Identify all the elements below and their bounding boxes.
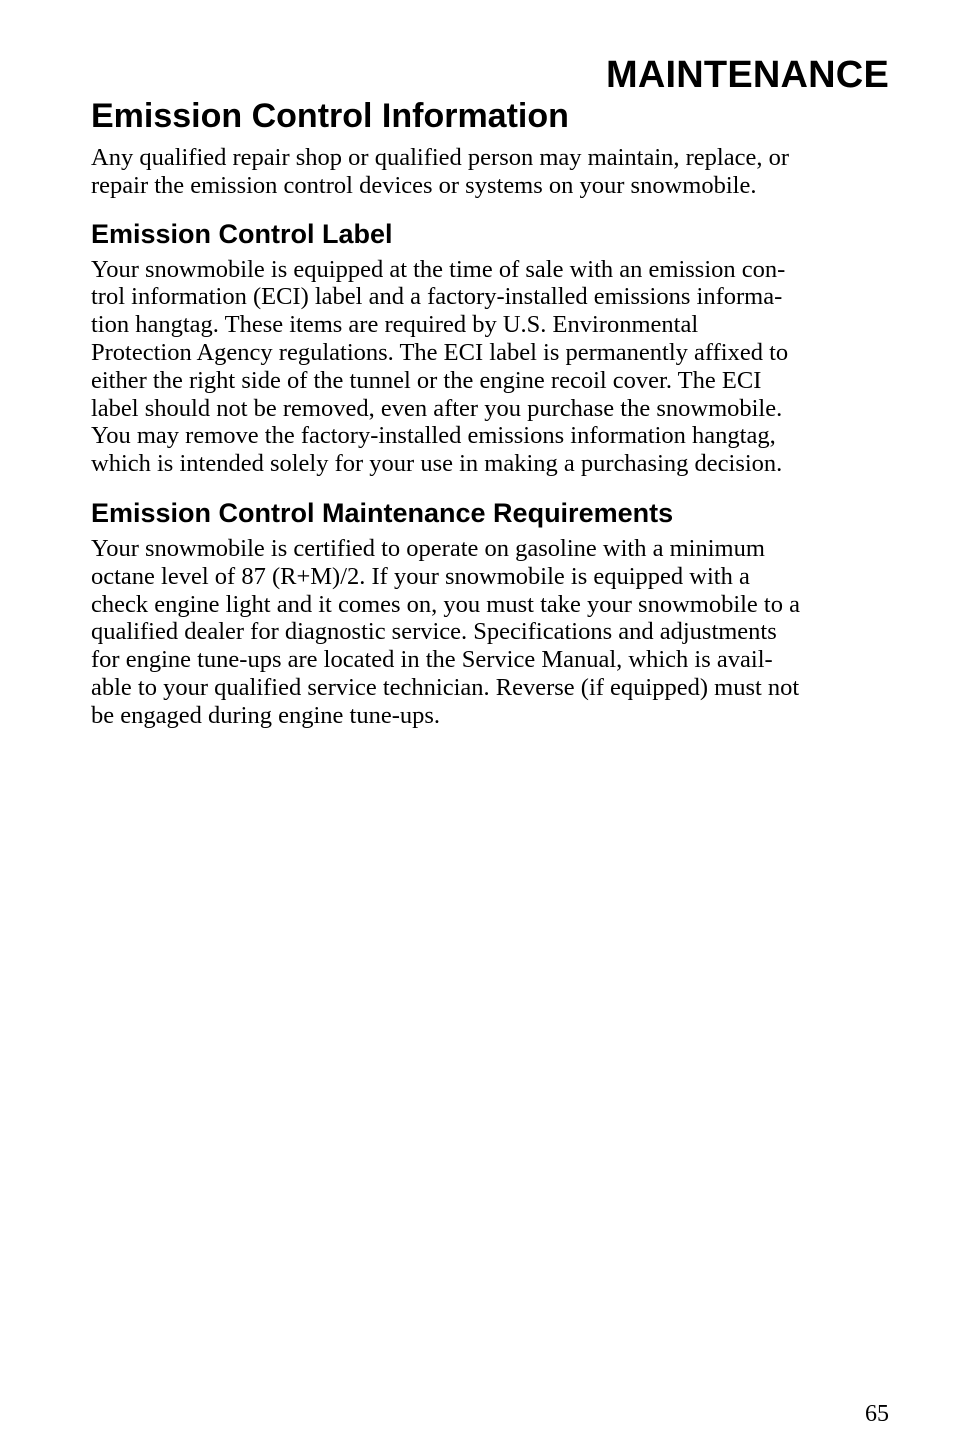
label-paragraph [91, 256, 891, 478]
text-line: able to your qualified service technician. Reverse (if equipped) must not [91, 673, 800, 701]
text-line: Any qualified repair shop or qualified person may maintain, replace, or [91, 144, 790, 171]
page-content [91, 94, 891, 730]
text-line: check engine light and it comes on, you must take your snowmobile to a [91, 590, 800, 618]
text-line: be engaged during engine tune-ups. [91, 701, 441, 729]
text-line: Your snowmobile is certified to operate on gasoline with a minimum [91, 534, 765, 562]
page-number: 65 [865, 1401, 889, 1427]
text-line: Protection Agency regulations. The ECI label is permanently affixed to [91, 338, 789, 366]
section-header: MAINTENANCE [606, 54, 889, 96]
text-line: which is intended solely for your use in making a purchasing decision. [91, 450, 783, 478]
text-line: Your snowmobile is equipped at the time of sale with an emission con- [91, 255, 786, 283]
text-line: qualified dealer for diagnostic service. Specifications and adjustments [91, 618, 777, 646]
text-line: trol information (ECI) label and a factory-installed emissions informa- [91, 283, 783, 311]
intro-paragraph [91, 144, 891, 200]
text-line: label should not be removed, even after you purchase the snowmobile. [91, 394, 783, 422]
page-title: Emission Control Information [91, 97, 569, 135]
text-line: for engine tune-ups are located in the Service Manual, which is avail- [91, 646, 773, 674]
text-line: You may remove the factory-installed emissions information hangtag, [91, 422, 776, 450]
maintenance-paragraph [91, 535, 891, 730]
section-heading-maintenance-requirements: Emission Control Maintenance Requirements [91, 497, 674, 528]
text-line: tion hangtag. These items are required by U.S. Environmental [91, 311, 699, 339]
text-line: repair the emission control devices or systems on your snowmobile. [91, 171, 757, 199]
text-line: octane level of 87 (R+M)/2. If your snowmobile is equipped with a [91, 562, 750, 590]
text-line: either the right side of the tunnel or the engine recoil cover. The ECI [91, 366, 762, 394]
section-heading-label: Emission Control Label [91, 218, 393, 249]
